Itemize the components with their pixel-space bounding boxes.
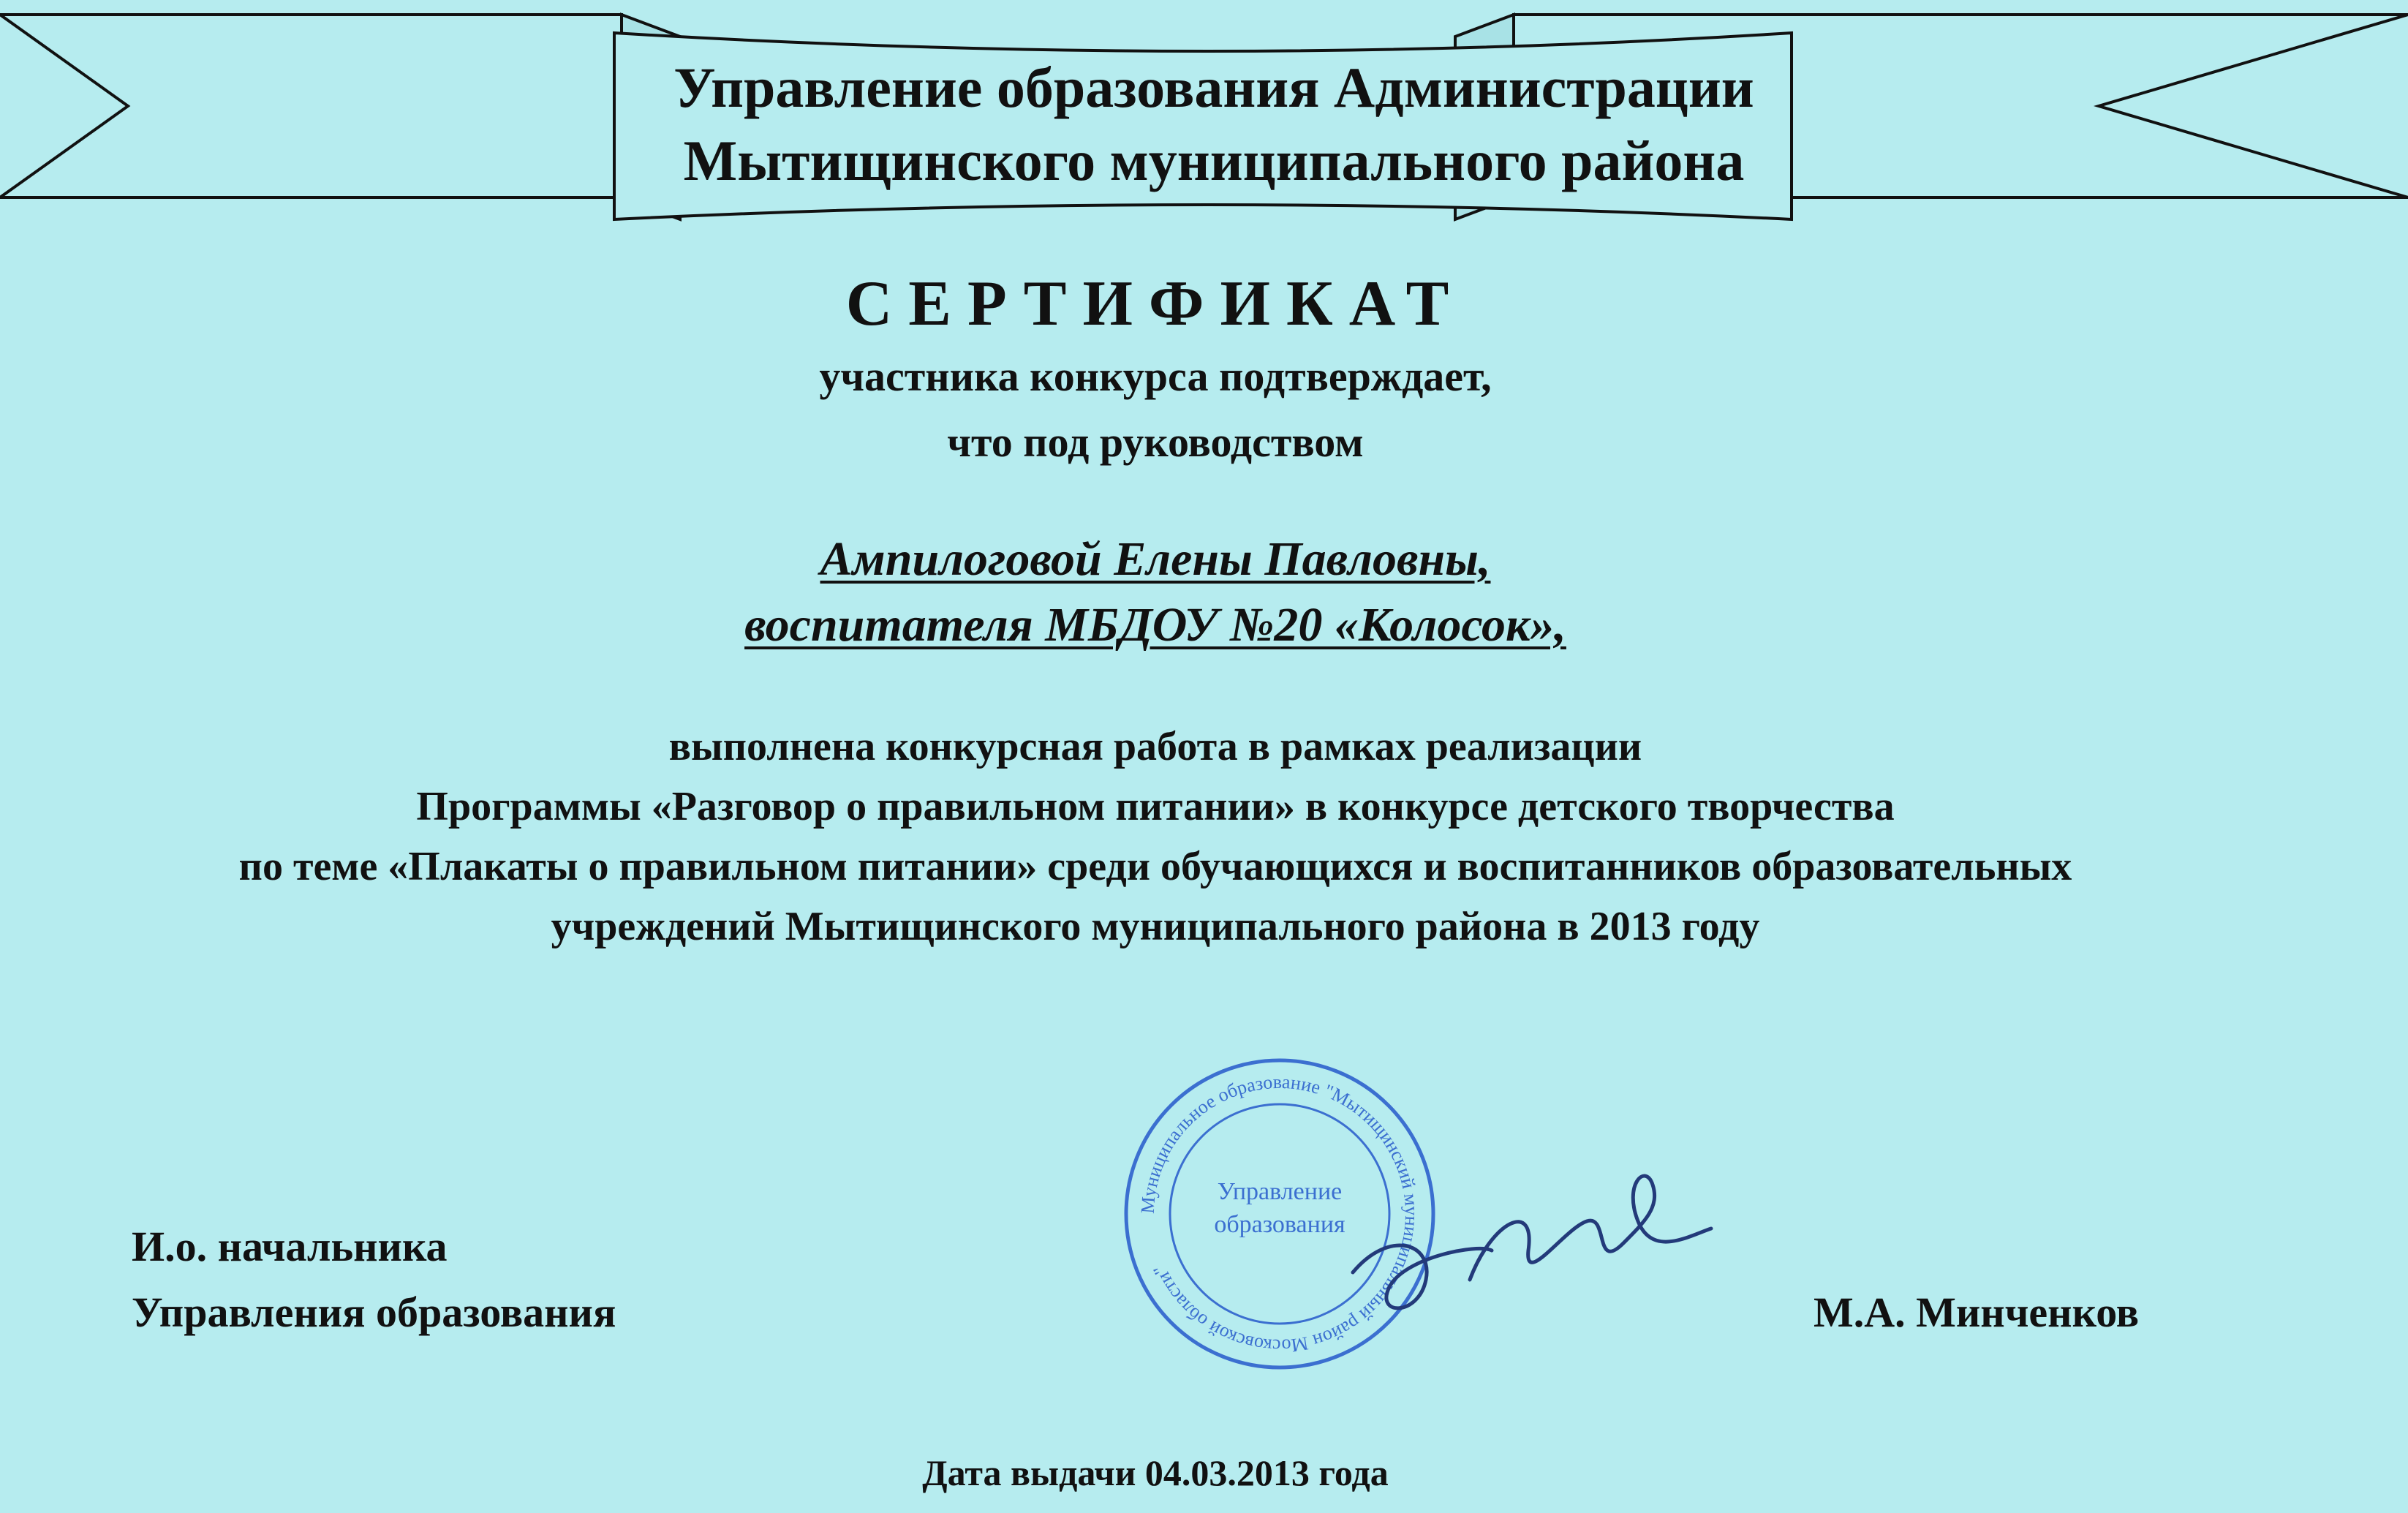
subtitle-block — [0, 344, 2311, 475]
issue-date: Дата выдачи 04.03.2013 года — [922, 1452, 1389, 1493]
certificate-body — [0, 717, 2311, 957]
certificate-title: СЕРТИФИКАТ — [845, 268, 1465, 339]
subtitle-line-2: что под руководством — [947, 418, 1364, 466]
body-line-1: выполнена конкурсная работа в рамках реализации — [668, 724, 1642, 769]
issuer-header — [643, 51, 1784, 197]
stamp-ring-text: Муниципальное образование "Мытищинский муниципальный район Московской области" — [1136, 1071, 1423, 1357]
body-line-3: по теме «Плакаты о правильном питании» среди обучающихся и воспитанников образовательных — [238, 844, 2072, 889]
position-line-2: Управления образования — [132, 1288, 616, 1336]
issuer-line-2: Мытищинского муниципального района — [683, 129, 1745, 192]
signatory-name: М.А. Минченков — [1813, 1288, 2140, 1336]
recipient-name: Ампилоговой Елены Павловны, — [820, 532, 1491, 586]
handwritten-signature — [1345, 1155, 1726, 1346]
signatory-position — [132, 1214, 616, 1346]
subtitle-line-1: участника конкурса подтверждает, — [819, 352, 1492, 400]
stamp-center-line-1: Управление — [1217, 1178, 1343, 1205]
position-line-1: И.о. начальника — [132, 1223, 448, 1270]
ribbon-left-tail — [0, 15, 622, 197]
body-line-2: Программы «Разговор о правильном питании» в конкурсе детского творчества — [416, 784, 1895, 829]
stamp-center-line-2: образования — [1214, 1211, 1345, 1238]
body-line-4: учреждений Мытищинского муниципального района в 2013 году — [551, 904, 1760, 949]
recipient-block — [0, 527, 2311, 658]
issuer-line-1: Управление образования Администрации — [673, 56, 1754, 119]
recipient-position: воспитателя МБДОУ №20 «Колосок», — [744, 598, 1566, 652]
